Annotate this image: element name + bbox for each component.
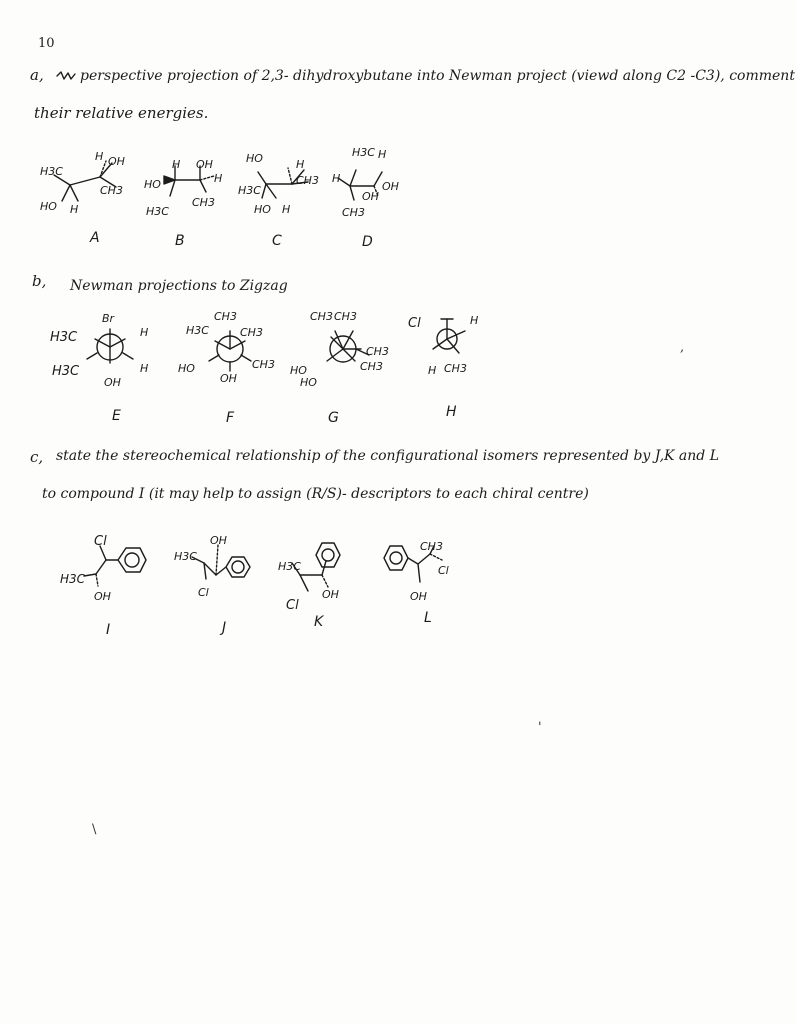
structure-k-atom-2: Cl bbox=[286, 598, 299, 613]
newman-e-label: E bbox=[112, 408, 121, 424]
part-c-prefix: c, bbox=[30, 448, 44, 466]
structure-d-atom-6: CH3 bbox=[342, 206, 365, 219]
structure-a-atom-6: H bbox=[70, 203, 79, 216]
structure-d-label: D bbox=[362, 234, 373, 250]
structure-a-atom-5: HO bbox=[40, 200, 57, 213]
newman-f-atom-3: CH3 bbox=[240, 326, 263, 339]
structure-k-atom-1: H3C bbox=[278, 560, 301, 573]
newman-g-label: G bbox=[328, 410, 339, 426]
newman-f-label: F bbox=[226, 410, 235, 426]
structure-b-atom-1: H bbox=[172, 158, 181, 171]
structure-c-atom-4: CH3 bbox=[296, 174, 319, 187]
newman-f-atom-6: OH bbox=[220, 372, 237, 385]
structure-c-atom-6: H bbox=[282, 203, 291, 216]
part-a-question-line1: perspective projection of 2,3- dihydroxybutane into Newman project (viewd along C2 -C3), comment bbox=[80, 68, 795, 84]
newman-g-atom-4: CH3 bbox=[360, 360, 383, 373]
structure-a-atom-4: CH3 bbox=[100, 184, 123, 197]
structure-d-atom-1: H3C bbox=[352, 146, 375, 159]
structure-l-label: L bbox=[424, 610, 432, 626]
structure-b-atom-2: OH bbox=[196, 158, 213, 171]
structure-i-atom-3: OH bbox=[94, 590, 111, 603]
structure-j-atom-1: OH bbox=[210, 534, 227, 547]
stray-mark: ' bbox=[538, 720, 542, 735]
structure-c-atom-5: HO bbox=[254, 203, 271, 216]
newman-h-atom-2: H bbox=[470, 314, 479, 327]
newman-e-atom-5: H bbox=[140, 362, 149, 375]
structure-a-atom-1: H3C bbox=[40, 165, 63, 178]
structure-i-atom-2: H3C bbox=[60, 572, 86, 586]
newman-h-atom-3: H bbox=[428, 364, 437, 377]
newman-h-label: H bbox=[446, 404, 457, 420]
structure-c-atom-3: H3C bbox=[238, 184, 261, 197]
newman-f-atom-5: CH3 bbox=[252, 358, 275, 371]
structure-i-atom-1: Cl bbox=[94, 534, 107, 549]
newman-g-atom-6: HO bbox=[300, 376, 317, 389]
part-b-prefix: b, bbox=[32, 272, 47, 290]
newman-h-atom-4: CH3 bbox=[444, 362, 467, 375]
newman-g-atom-5: HO bbox=[290, 364, 307, 377]
structure-j-atom-2: H3C bbox=[174, 550, 197, 563]
newman-e-atom-1: Br bbox=[102, 312, 115, 325]
structure-l-atom-3: OH bbox=[410, 590, 427, 603]
structure-l-atom-2: Cl bbox=[438, 564, 449, 577]
structure-j-atom-3: Cl bbox=[198, 586, 209, 599]
structure-b-atom-3: HO bbox=[144, 178, 161, 191]
newman-g-atom-2: CH3 bbox=[334, 310, 357, 323]
stray-mark: \ bbox=[92, 822, 97, 837]
page-number: 10 bbox=[38, 36, 55, 51]
structure-b-label: B bbox=[175, 233, 185, 249]
part-b-title: Newman projections to Zigzag bbox=[70, 278, 288, 294]
newman-h-drawing bbox=[425, 315, 475, 365]
part-c-question-line2: to compound I (it may help to assign (R/S)- descriptors to each chiral centre) bbox=[42, 486, 589, 502]
structure-c-atom-1: HO bbox=[246, 152, 263, 165]
structure-d-atom-3: H bbox=[332, 172, 341, 185]
newman-e-atom-3: H bbox=[140, 326, 149, 339]
structure-b-atom-4: H bbox=[214, 172, 223, 185]
scribble-mark bbox=[56, 70, 76, 82]
structure-d-atom-5: OH bbox=[362, 190, 379, 203]
newman-f-atom-4: HO bbox=[178, 362, 195, 375]
newman-e-atom-6: OH bbox=[104, 376, 121, 389]
structure-d-atom-2: H bbox=[378, 148, 387, 161]
structure-j-label: J bbox=[222, 620, 227, 636]
newman-g-atom-3: CH3 bbox=[366, 345, 389, 358]
part-c-question-line1: state the stereochemical relationship of the configurational isomers represented by J,K and L bbox=[56, 448, 720, 464]
structure-c-atom-2: H bbox=[296, 158, 305, 171]
structure-k-label: K bbox=[314, 614, 324, 630]
newman-e-atom-2: H3C bbox=[50, 330, 78, 345]
newman-e-drawing bbox=[85, 325, 135, 375]
newman-h-atom-1: Cl bbox=[408, 316, 421, 331]
stray-mark: , bbox=[680, 340, 685, 355]
newman-f-atom-1: CH3 bbox=[214, 310, 237, 323]
structure-a-atom-3: OH bbox=[108, 155, 125, 168]
structure-b-atom-5: CH3 bbox=[192, 196, 215, 209]
newman-f-atom-2: H3C bbox=[186, 324, 209, 337]
structure-i-label: I bbox=[106, 622, 111, 638]
structure-b-atom-6: H3C bbox=[146, 205, 169, 218]
part-a-question-line2: their relative energies. bbox=[34, 104, 209, 122]
structure-c-label: C bbox=[272, 233, 282, 249]
structure-a-label: A bbox=[90, 230, 100, 246]
structure-l-atom-1: CH3 bbox=[420, 540, 443, 553]
structure-a-atom-2: H bbox=[95, 150, 104, 163]
structure-k-atom-3: OH bbox=[322, 588, 339, 601]
part-a-prefix: a, bbox=[30, 66, 44, 84]
structure-d-atom-4: OH bbox=[382, 180, 399, 193]
newman-g-atom-1: CH3 bbox=[310, 310, 333, 323]
newman-e-atom-4: H3C bbox=[52, 364, 80, 379]
